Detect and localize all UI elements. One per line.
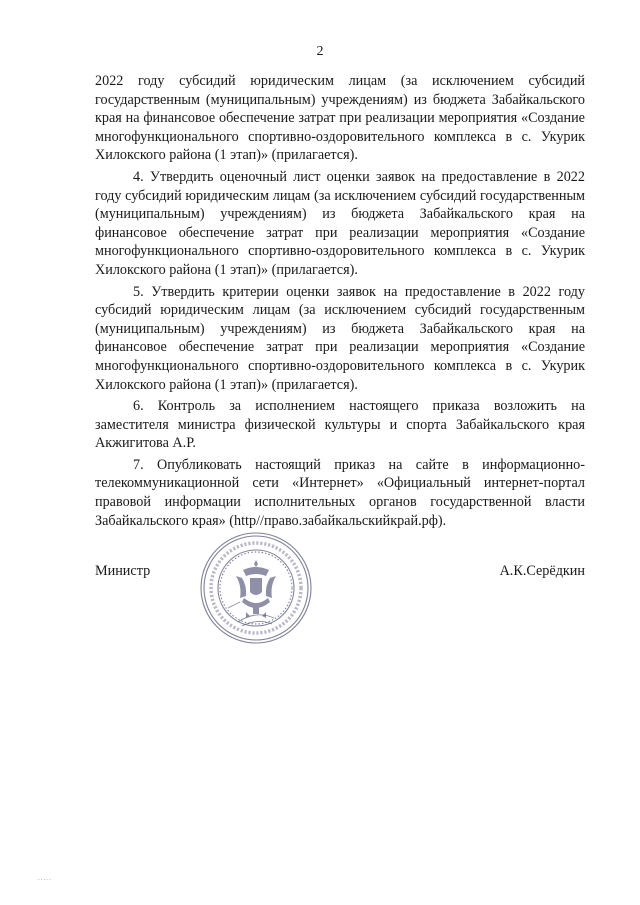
official-seal-stamp: [198, 530, 314, 646]
document-body: [95, 72, 585, 533]
paragraph-6: 6. Контроль за исполнением настоящего приказа возложить на заместителя министра физической культуры и спорта Забайкальского края Акжигитова А.Р.: [95, 398, 585, 452]
paragraph-3-continuation: 2022 году субсидий юридическим лицам (за исключением субсидий государственным (муниципальным) учреждениям) из бюджета Забайкальского края на финансовое обеспечение затрат при реализации мероприятия «Создание многофункционального спортивно-оздоровительного комплекса в с. Укурик Хилокского района (1 этап)» (прилагается).: [95, 73, 585, 164]
page-number: 2: [316, 44, 324, 59]
paragraph-7: 7. Опубликовать настоящий приказ на сайте в информационно-телекоммуникационной сети «Интернет» «Официальный интернет-портал правовой информации исполнительных органов государственной власти Забайкальского края» (http//право.забайкальскийкрай.рф).: [95, 456, 585, 529]
signatory-name: А.К.Серёдкин: [499, 563, 585, 579]
scan-mark: .....: [38, 874, 52, 882]
signature-block: [95, 563, 585, 583]
paragraph-4: 4. Утвердить оценочный лист оценки заявок на предоставление в 2022 году субсидий юридическим лицам (за исключением субсидий государственным (муниципальным) учреждениям) из бюджета Забайкальского края на финансовое обеспечение затрат при реализации мероприятия «Создание многофункционального спортивно-оздоровительного комплекса в с. Укурик Хилокского района (1 этап)» (прилагается).: [95, 168, 585, 278]
signatory-title: Министр: [95, 563, 151, 579]
paragraph-5: 5. Утвердить критерии оценки заявок на предоставление в 2022 году субсидий юридическим лицам (за исключением субсидий государственным (муниципальным) учреждениям) из бюджета Забайкальского края на финансовое обеспечение затрат при реализации мероприятия «Создание многофункционального спортивно-оздоровительного комплекса в с. Укурик Хилокского района (1 этап)» (прилагается).: [95, 283, 585, 393]
